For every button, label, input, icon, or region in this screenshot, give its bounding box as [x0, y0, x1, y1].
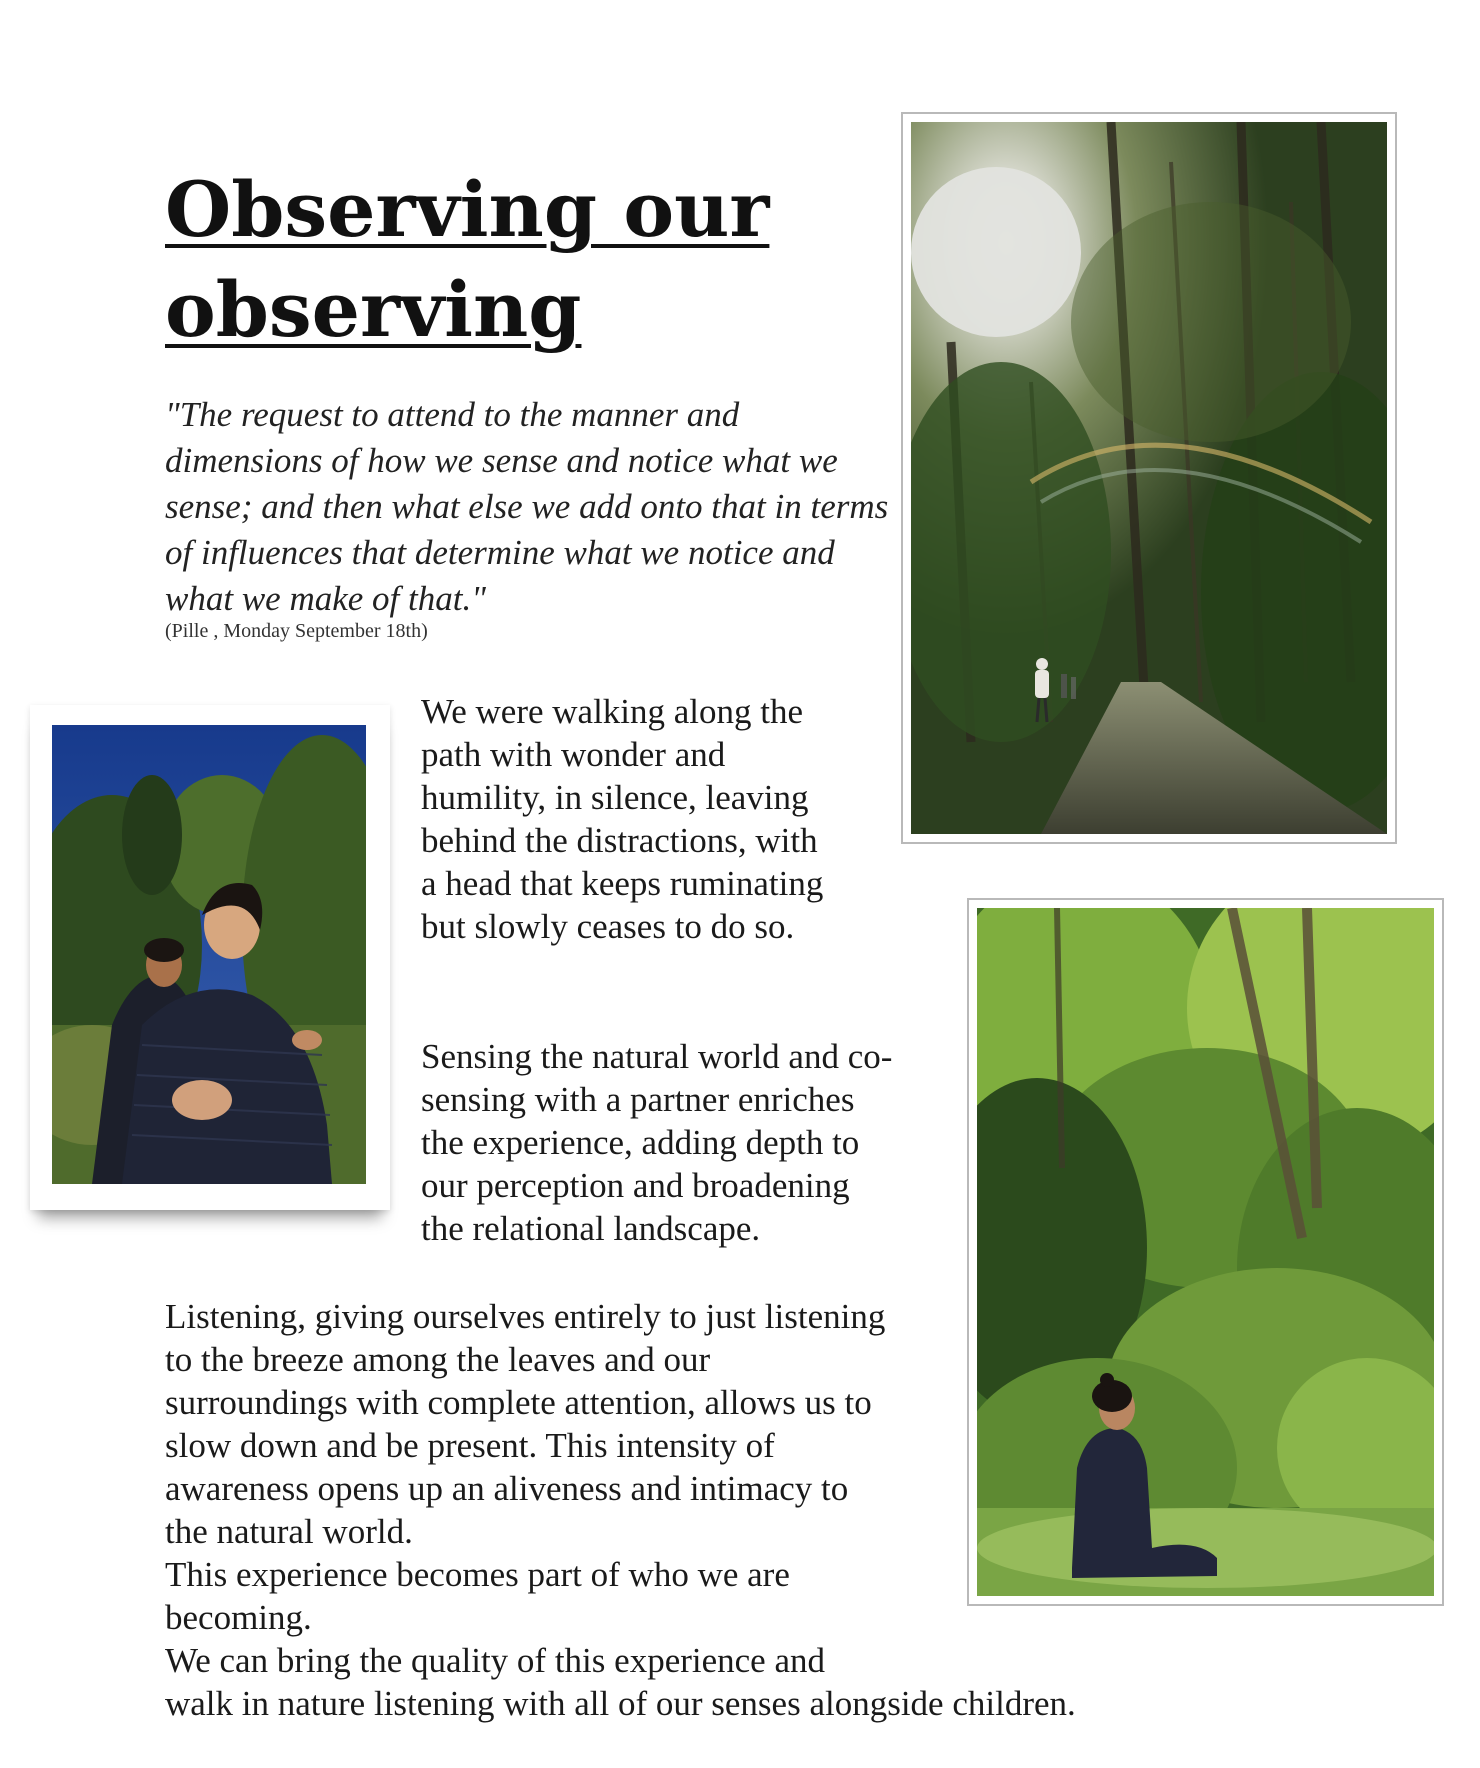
photo-two-women [30, 705, 390, 1210]
paragraph-line: This experience becomes part of who we are [165, 1555, 790, 1594]
paragraph-line: awareness opens up an aliveness and intimacy to [165, 1469, 849, 1508]
quote-line: of influences that determine what we notice and [165, 533, 835, 572]
paragraph-line: the experience, adding depth to [421, 1123, 860, 1162]
paragraph-walking [421, 690, 901, 948]
paragraph-line: sensing with a partner enriches [421, 1080, 855, 1119]
quote [165, 392, 895, 622]
paragraph-line: path with wonder and [421, 735, 726, 774]
paragraph-line: a head that keeps ruminating [421, 864, 824, 903]
paragraph-line: slow down and be present. This intensity of [165, 1426, 775, 1465]
paragraph-line: to the breeze among the leaves and our [165, 1340, 711, 1379]
paragraph-line: but slowly ceases to do so. [421, 907, 795, 946]
paragraph-line: We can bring the quality of this experience and [165, 1641, 825, 1680]
quote-line: "The request to attend to the manner and [165, 395, 740, 434]
quote-citation: (Pille , Monday September 18th) [165, 620, 428, 642]
photo-seated-woman [967, 898, 1444, 1606]
quote-line: sense; and then what else we add onto that in terms [165, 487, 889, 526]
paragraph-line: our perception and broadening [421, 1166, 850, 1205]
forest-path-image [911, 122, 1387, 834]
paragraph-line: Sensing the natural world and co- [421, 1037, 893, 1076]
paragraph-line: becoming. [165, 1598, 312, 1637]
paragraph-line: the relational landscape. [421, 1209, 761, 1248]
paragraph-line: walk in nature listening with all of our senses alongside children. [165, 1684, 1076, 1723]
paragraph-line: Listening, giving ourselves entirely to just listening [165, 1297, 886, 1336]
paragraph-line: the natural world. [165, 1512, 413, 1551]
paragraph-line: surroundings with complete attention, allows us to [165, 1383, 872, 1422]
paragraph-line: behind the distractions, with [421, 821, 818, 860]
paragraph-line: We were walking along the [421, 692, 804, 731]
photo-forest-path [901, 112, 1397, 844]
quote-line: what we make of that." [165, 579, 486, 618]
quote-line: dimensions of how we sense and notice what we [165, 441, 838, 480]
page-title: Observing our observing [165, 165, 770, 354]
two-women-image [52, 725, 366, 1184]
paragraph-line: humility, in silence, leaving [421, 778, 809, 817]
seated-woman-image [977, 908, 1434, 1596]
paragraph-sensing [421, 1035, 951, 1250]
